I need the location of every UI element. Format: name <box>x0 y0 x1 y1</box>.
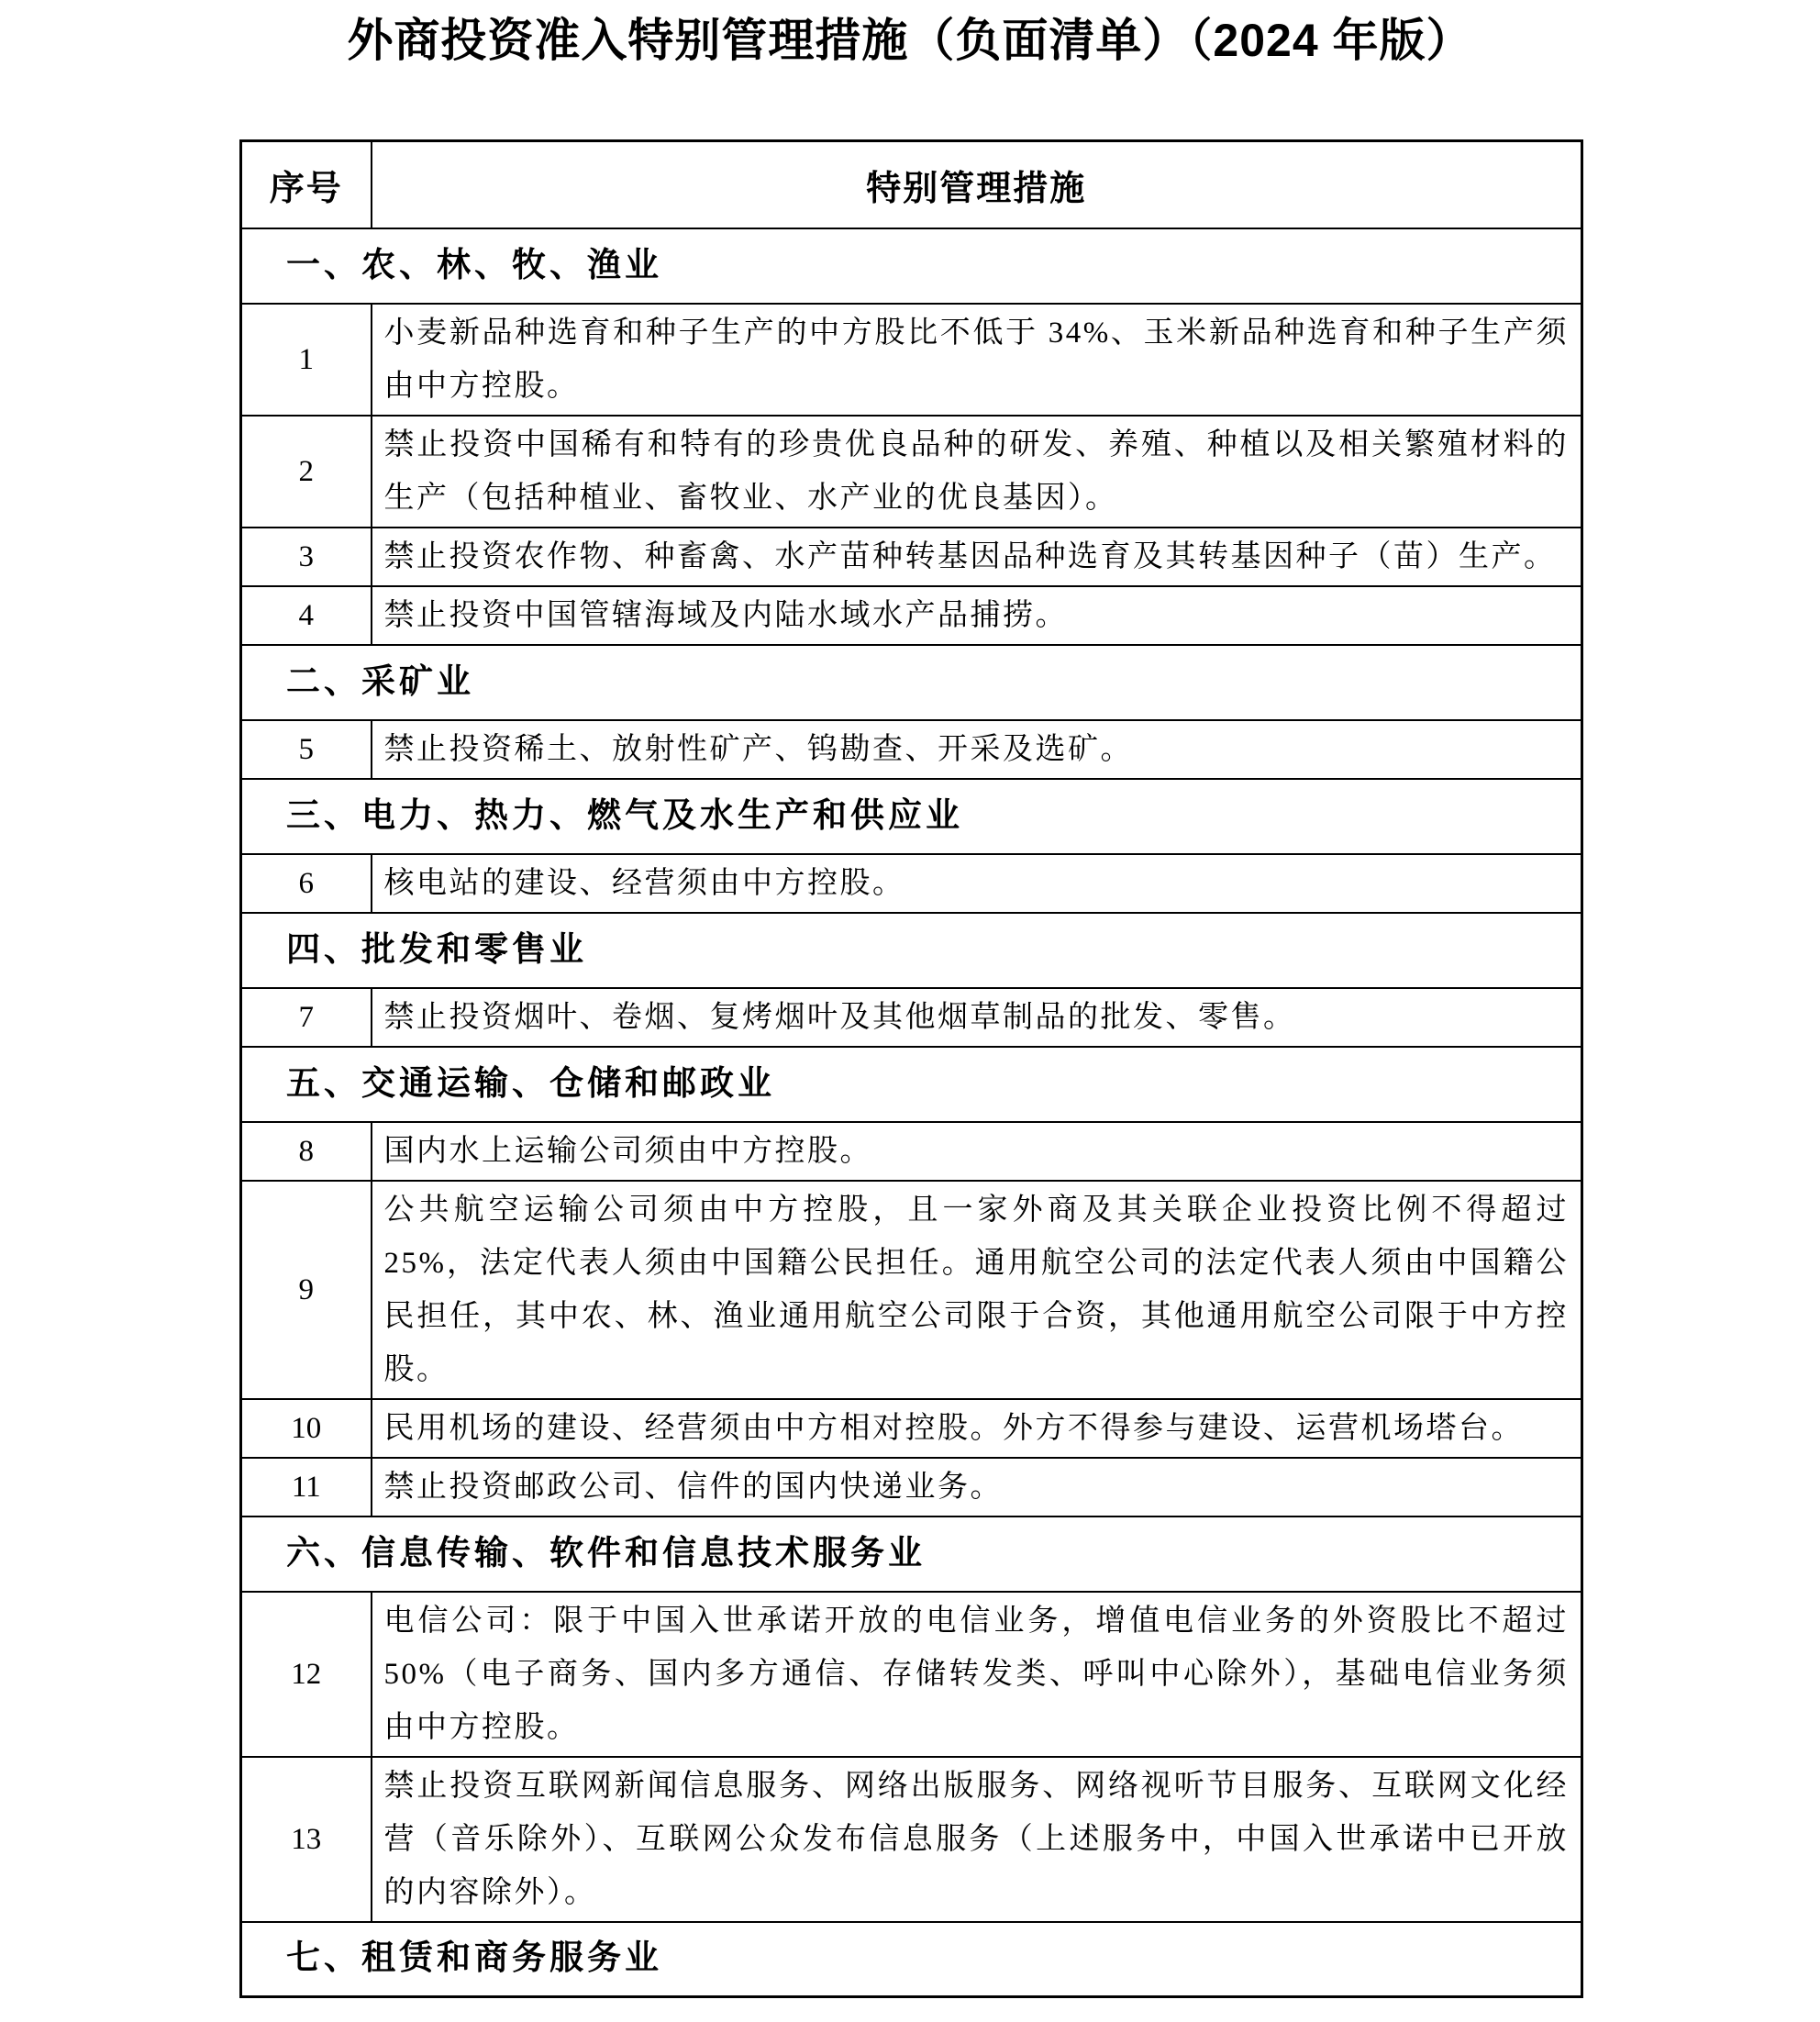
section-row <box>241 1516 1582 1592</box>
item-number: 8 <box>241 1122 372 1181</box>
item-number: 7 <box>241 988 372 1047</box>
measure-text: 核电站的建设、经营须由中方控股。 <box>372 854 1582 913</box>
item-number: 10 <box>241 1399 372 1458</box>
item-row <box>241 1122 1582 1181</box>
item-row <box>241 988 1582 1047</box>
table-body <box>241 228 1582 1997</box>
item-row <box>241 416 1582 528</box>
item-number: 9 <box>241 1181 372 1399</box>
section-row <box>241 645 1582 720</box>
item-row <box>241 720 1582 779</box>
negative-list-table <box>239 139 1583 1998</box>
item-number: 12 <box>241 1592 372 1757</box>
item-number: 3 <box>241 528 372 586</box>
item-row <box>241 586 1582 645</box>
item-number: 5 <box>241 720 372 779</box>
measure-text: 禁止投资互联网新闻信息服务、网络出版服务、网络视听节目服务、互联网文化经营（音乐除外）、互联网公众发布信息服务（上述服务中，中国入世承诺中已开放的内容除外）。 <box>372 1757 1582 1922</box>
measure-text: 国内水上运输公司须由中方控股。 <box>372 1122 1582 1181</box>
measure-text: 禁止投资农作物、种畜禽、水产苗种转基因品种选育及其转基因种子（苗）生产。 <box>372 528 1582 586</box>
item-row <box>241 1757 1582 1922</box>
section-header: 二、采矿业 <box>241 645 1582 720</box>
item-number: 11 <box>241 1458 372 1516</box>
measure-text: 禁止投资烟叶、卷烟、复烤烟叶及其他烟草制品的批发、零售。 <box>372 988 1582 1047</box>
item-number: 4 <box>241 586 372 645</box>
section-row <box>241 1922 1582 1997</box>
section-row <box>241 779 1582 854</box>
item-row <box>241 528 1582 586</box>
section-header: 七、租赁和商务服务业 <box>241 1922 1582 1997</box>
measure-text: 小麦新品种选育和种子生产的中方股比不低于 34%、玉米新品种选育和种子生产须由中方控股。 <box>372 304 1582 416</box>
measure-text: 禁止投资邮政公司、信件的国内快递业务。 <box>372 1458 1582 1516</box>
item-number: 1 <box>241 304 372 416</box>
section-row <box>241 913 1582 988</box>
item-row <box>241 1181 1582 1399</box>
section-header: 三、电力、热力、燃气及水生产和供应业 <box>241 779 1582 854</box>
measure-text: 禁止投资中国稀有和特有的珍贵优良品种的研发、养殖、种植以及相关繁殖材料的生产（包括种植业、畜牧业、水产业的优良基因）。 <box>372 416 1582 528</box>
measure-text: 民用机场的建设、经营须由中方相对控股。外方不得参与建设、运营机场塔台。 <box>372 1399 1582 1458</box>
section-header: 六、信息传输、软件和信息技术服务业 <box>241 1516 1582 1592</box>
item-row <box>241 854 1582 913</box>
item-number: 2 <box>241 416 372 528</box>
item-row <box>241 1399 1582 1458</box>
page-title: 外商投资准入特别管理措施（负面清单）（2024 年版） <box>347 15 1473 66</box>
measure-text: 公共航空运输公司须由中方控股，且一家外商及其关联企业投资比例不得超过 25%，法定代表人须由中国籍公民担任。通用航空公司的法定代表人须由中国籍公民担任，其中农、林、渔业通用航空公司限于合资，其他通用航空公司限于中方控股。 <box>372 1181 1582 1399</box>
table-header-row <box>241 141 1582 228</box>
item-number: 13 <box>241 1757 372 1922</box>
section-header: 五、交通运输、仓储和邮政业 <box>241 1047 1582 1122</box>
item-number: 6 <box>241 854 372 913</box>
column-header-index: 序号 <box>241 141 372 228</box>
item-row <box>241 1592 1582 1757</box>
section-header: 四、批发和零售业 <box>241 913 1582 988</box>
item-row <box>241 304 1582 416</box>
section-row <box>241 1047 1582 1122</box>
item-row <box>241 1458 1582 1516</box>
section-row <box>241 228 1582 304</box>
column-header-measure: 特别管理措施 <box>372 141 1582 228</box>
measure-text: 禁止投资稀土、放射性矿产、钨勘查、开采及选矿。 <box>372 720 1582 779</box>
section-header: 一、农、林、牧、渔业 <box>241 228 1582 304</box>
measure-text: 禁止投资中国管辖海域及内陆水域水产品捕捞。 <box>372 586 1582 645</box>
measure-text: 电信公司：限于中国入世承诺开放的电信业务，增值电信业务的外资股比不超过 50%（电子商务、国内多方通信、存储转发类、呼叫中心除外），基础电信业务须由中方控股。 <box>372 1592 1582 1757</box>
